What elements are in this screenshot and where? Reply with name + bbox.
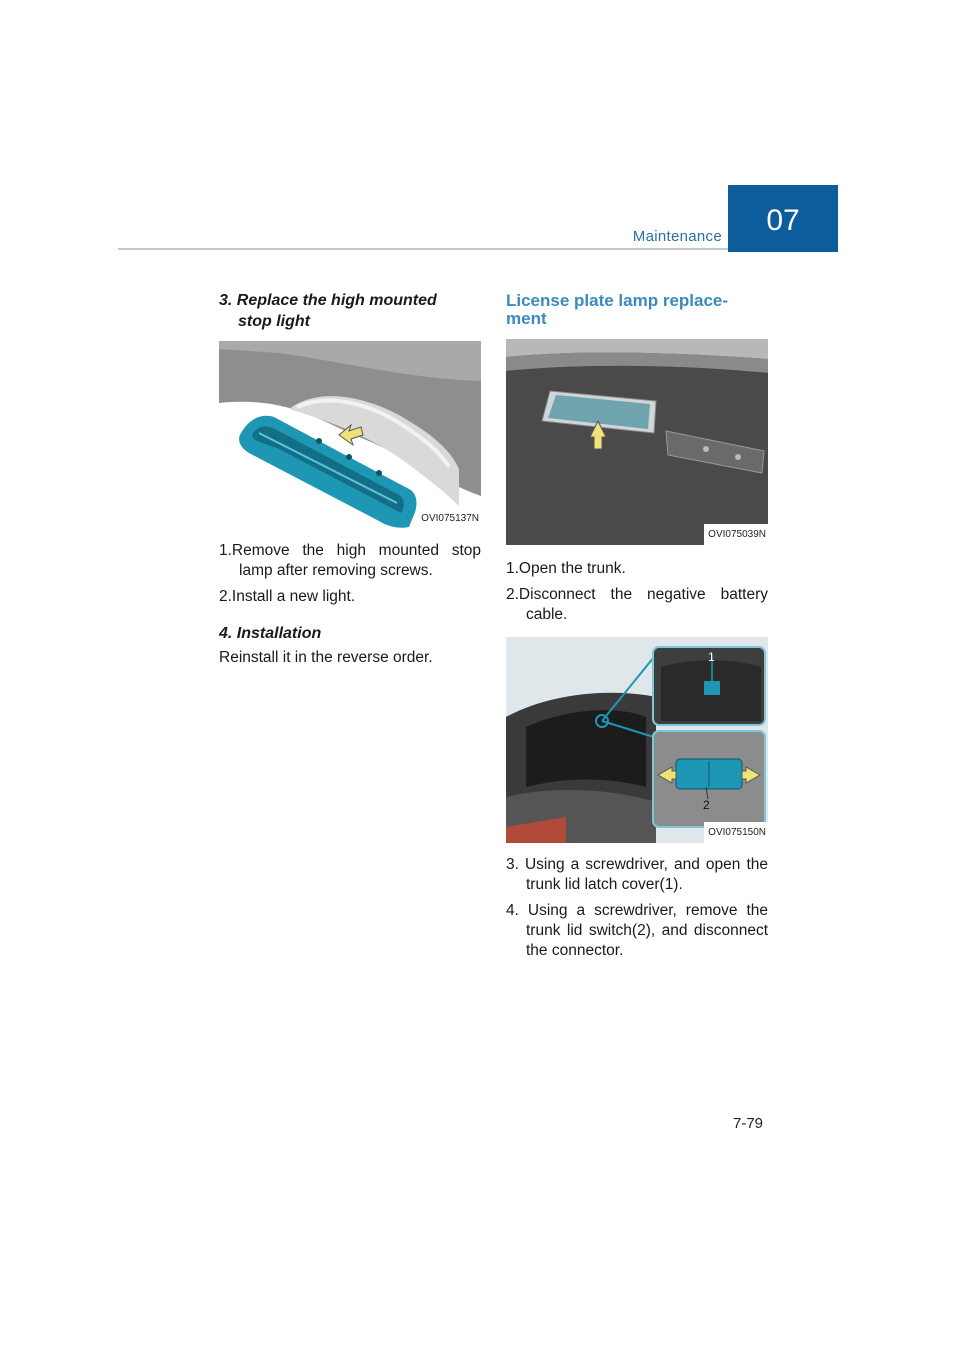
callout-1: 1 [708, 650, 715, 664]
stop-light-steps [219, 541, 481, 607]
figure-code-latch: OVI075150N [704, 822, 768, 843]
list-item: 2.Install a new light. [219, 588, 356, 605]
latch-illustration [506, 637, 768, 843]
installation-heading: 4. Installation [219, 625, 322, 642]
license-plate-heading-line2: ment [506, 309, 547, 328]
stop-light-heading [219, 290, 481, 332]
chapter-badge [728, 185, 838, 252]
license-plate-heading-line1: License plate lamp replace- [506, 291, 729, 310]
trunk-illustration [506, 339, 768, 545]
section-title: Maintenance [632, 228, 722, 245]
figure-code-trunk: OVI075039N [704, 524, 768, 545]
trunk-steps-a [506, 559, 768, 625]
stop-light-heading-line1: 3. Replace the high mounted [219, 292, 437, 309]
license-plate-heading [506, 292, 768, 328]
stop-light-heading-line2: stop light [238, 313, 310, 330]
callout-2: 2 [703, 798, 710, 812]
page-number: 7-79 [733, 1115, 764, 1132]
list-item: 1.Open the trunk. [506, 560, 626, 577]
trunk-figure [506, 339, 768, 545]
list-item: 3. Using a screwdriver, and open the trunk lid latch cover(1). [506, 856, 768, 893]
list-item: 4. Using a screwdriver, remove the trunk lid switch(2), and disconnect the connector. [506, 902, 768, 959]
installation-text: Reinstall it in the reverse order. [219, 649, 433, 666]
list-item: 2.Disconnect the negative battery cable. [506, 586, 768, 623]
stop-light-illustration [219, 341, 481, 529]
latch-figure [506, 637, 768, 843]
figure-code-stop-light: OVI075137N [417, 508, 481, 529]
right-column [506, 292, 768, 967]
list-item: 1.Remove the high mounted stop lamp after removing screws. [219, 542, 481, 579]
header-rule [118, 248, 728, 250]
left-column [219, 290, 481, 668]
chapter-number: 07 [766, 203, 800, 237]
stop-light-figure [219, 341, 481, 529]
trunk-steps-b [506, 855, 768, 961]
